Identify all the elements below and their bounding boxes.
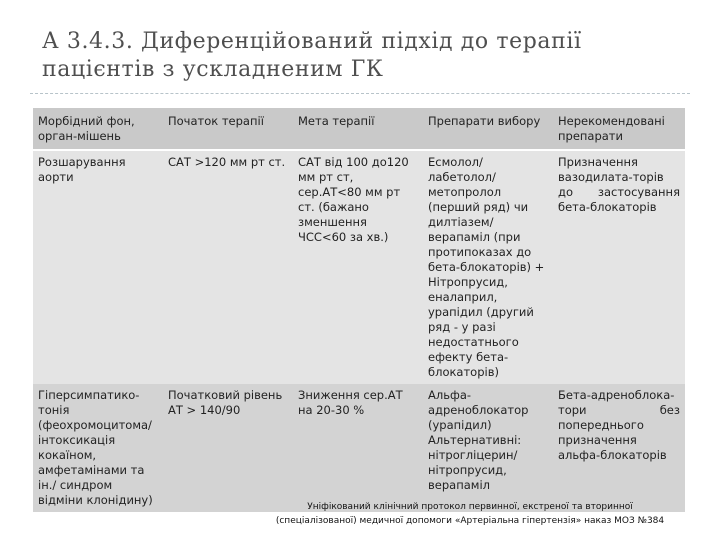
therapy-table <box>33 108 685 512</box>
table-cell: Бета-адреноблока-тори без попереднього призначення альфа-блокаторів <box>553 384 685 512</box>
source-footnote-line: (спеціалізованої) медичної допомоги «Артеріальна гіпертензія» наказ МОЗ №384 <box>275 516 665 526</box>
table-cell: Розшарування аорти <box>33 150 163 384</box>
table-cell: Призначення вазодилата-торів до застосування бета-блокаторів <box>553 150 685 384</box>
table-cell: Есмолол/ лабетолол/ метопролол (перший ряд) чи дилтіазем/ верапаміл (при протипоказах до бета-блокаторів) + Нітропрусид, еналаприл, урапідил (другий ряд - у разі недостатнього ефекту бета-блокаторів) <box>423 150 553 384</box>
table-cell: Альфа-адреноблокатор (урапідил) Альтернативні: нітрогліцерин/ нітропрусид, верапаміл <box>423 384 553 512</box>
slide-title: А 3.4.3. Диференційований підхід до терапії пацієнтів з ускладненим ГК <box>42 29 582 82</box>
table-cell: Початковий рівень АТ > 140/90 <box>163 384 293 512</box>
title-divider <box>30 93 690 94</box>
header-drugs-of-choice: Препарати вибору <box>423 108 553 150</box>
table-cell: Зниження сер.АТ на 20-30 % <box>293 384 423 512</box>
header-therapy-goal: Мета терапії <box>293 108 423 150</box>
source-footnote <box>250 500 690 528</box>
header-morbid-background: Морбідний фон, орган-мішень <box>33 108 163 150</box>
table-cell: САТ від 100 до120 мм рт ст, сер.АТ<80 мм рт ст. (бажано зменшення ЧСС<60 за хв.) <box>293 150 423 384</box>
table-cell: Гіперсимпатико-тонія (феохромоцитома/ інтоксикація кокаїном, амфетамінами та ін./ синдром відміни клонідину) <box>33 384 163 512</box>
table-row <box>33 384 685 512</box>
source-footnote-line: Уніфікований клінічний протокол первинної, екстреної та вторинної <box>307 502 633 512</box>
therapy-table-container <box>33 108 685 540</box>
header-therapy-start: Початок терапії <box>163 108 293 150</box>
header-not-recommended: Нерекомендовані препарати <box>553 108 685 150</box>
table-header-row <box>33 108 685 150</box>
table-row <box>33 150 685 384</box>
table-cell: САТ >120 мм рт ст. <box>163 150 293 384</box>
